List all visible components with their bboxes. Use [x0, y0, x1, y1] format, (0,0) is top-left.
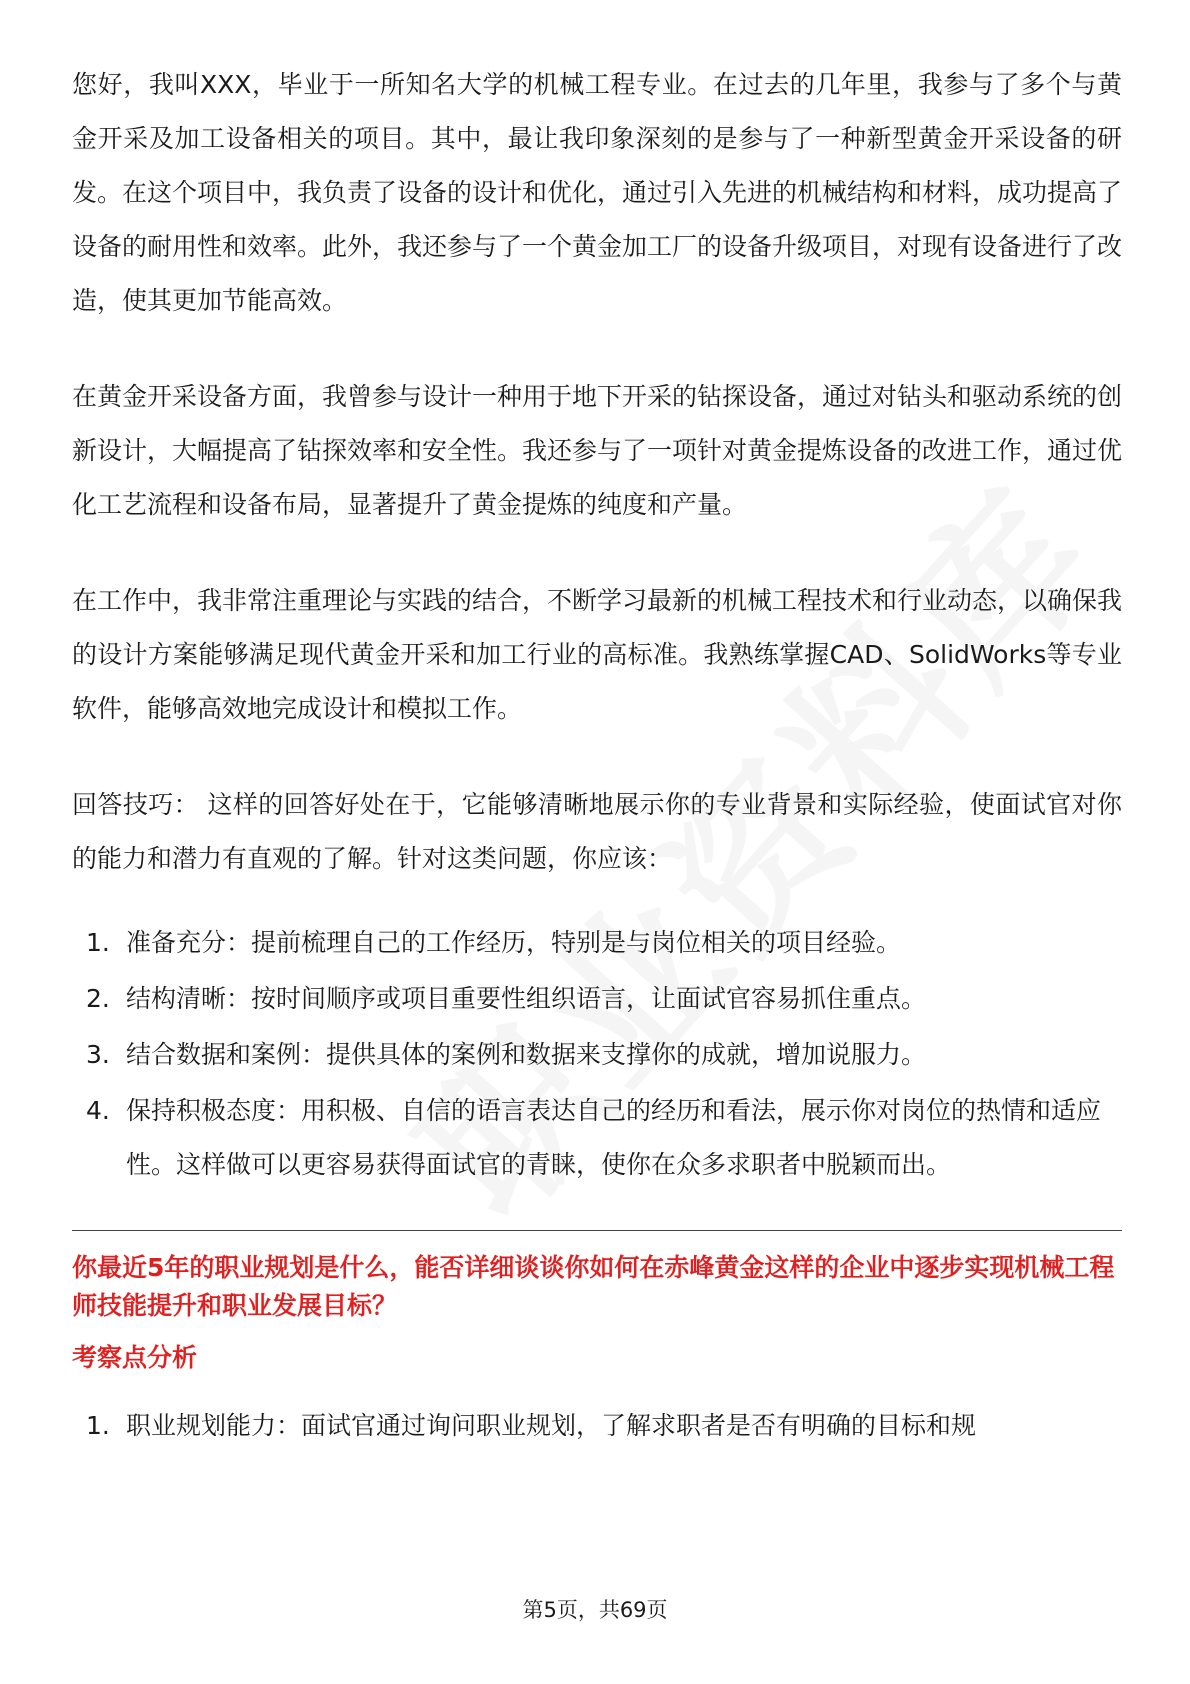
list-item [72, 1084, 1122, 1192]
list-number: 3. [86, 1040, 110, 1069]
list-text: 职业规划能力：面试官通过询问职业规划，了解求职者是否有明确的目标和规 [126, 1411, 977, 1440]
paragraph-gold-equipment: 在黄金开采设备方面，我曾参与设计一种用于地下开采的钻探设备，通过对钻头和驱动系统的创新设计，大幅提高了钻探效率和安全性。我还参与了一项针对黄金提炼设备的改进工作，通过优化工艺流程和设备布局，显著提升了黄金提炼的纯度和产量。 [72, 382, 1123, 519]
analysis-list [72, 1399, 1122, 1453]
paragraph-work-attitude: 在工作中，我非常注重理论与实践的结合，不断学习最新的机械工程技术和行业动态，以确保我的设计方案能够满足现代黄金开采和加工行业的高标准。我熟练掌握CAD、SolidWorks等专业软件，能够高效地完成设计和模拟工作。 [72, 586, 1123, 723]
list-text: 保持积极态度：用积极、自信的语言表达自己的经历和看法，展示你对岗位的热情和适应性。这样做可以更容易获得面试官的青睐，使你在众多求职者中脱颖而出。 [126, 1096, 1102, 1179]
list-text: 结构清晰：按时间顺序或项目重要性组织语言，让面试官容易抓住重点。 [126, 984, 927, 1013]
page-content [72, 58, 1122, 1455]
tips-list [72, 916, 1122, 1192]
paragraph-intro: 您好，我叫XXX，毕业于一所知名大学的机械工程专业。在过去的几年里，我参与了多个与黄金开采及加工设备相关的项目。其中，最让我印象深刻的是参与了一种新型黄金开采设备的研发。在这个项目中，我负责了设备的设计和优化，通过引入先进的机械结构和材料，成功提高了设备的耐用性和效率。此外，我还参与了一个黄金加工厂的设备升级项目，对现有设备进行了改造，使其更加节能高效。 [72, 70, 1123, 315]
list-item [72, 972, 1122, 1026]
list-number: 1. [86, 1411, 110, 1440]
section-divider [72, 1230, 1122, 1231]
paragraph-answer-tips: 回答技巧： 这样的回答好处在于，它能够清晰地展示你的专业背景和实际经验，使面试官对你的能力和潜力有直观的了解。针对这类问题，你应该： [72, 790, 1122, 873]
list-item [72, 1399, 1122, 1453]
list-item [72, 1028, 1122, 1082]
list-number: 1. [86, 928, 110, 957]
list-item [72, 916, 1122, 970]
page-footer: 第5页，共69页 [522, 1598, 668, 1622]
list-text: 结合数据和案例：提供具体的案例和数据来支撑你的成就，增加说服力。 [126, 1040, 927, 1069]
interview-question: 你最近5年的职业规划是什么，能否详细谈谈你如何在赤峰黄金这样的企业中逐步实现机械工程师技能提升和职业发展目标？ [72, 1253, 1115, 1320]
analysis-heading: 考察点分析 [72, 1343, 198, 1372]
list-number: 2. [86, 984, 110, 1013]
list-number: 4. [86, 1096, 110, 1125]
list-text: 准备充分：提前梳理自己的工作经历，特别是与岗位相关的项目经验。 [126, 928, 902, 957]
